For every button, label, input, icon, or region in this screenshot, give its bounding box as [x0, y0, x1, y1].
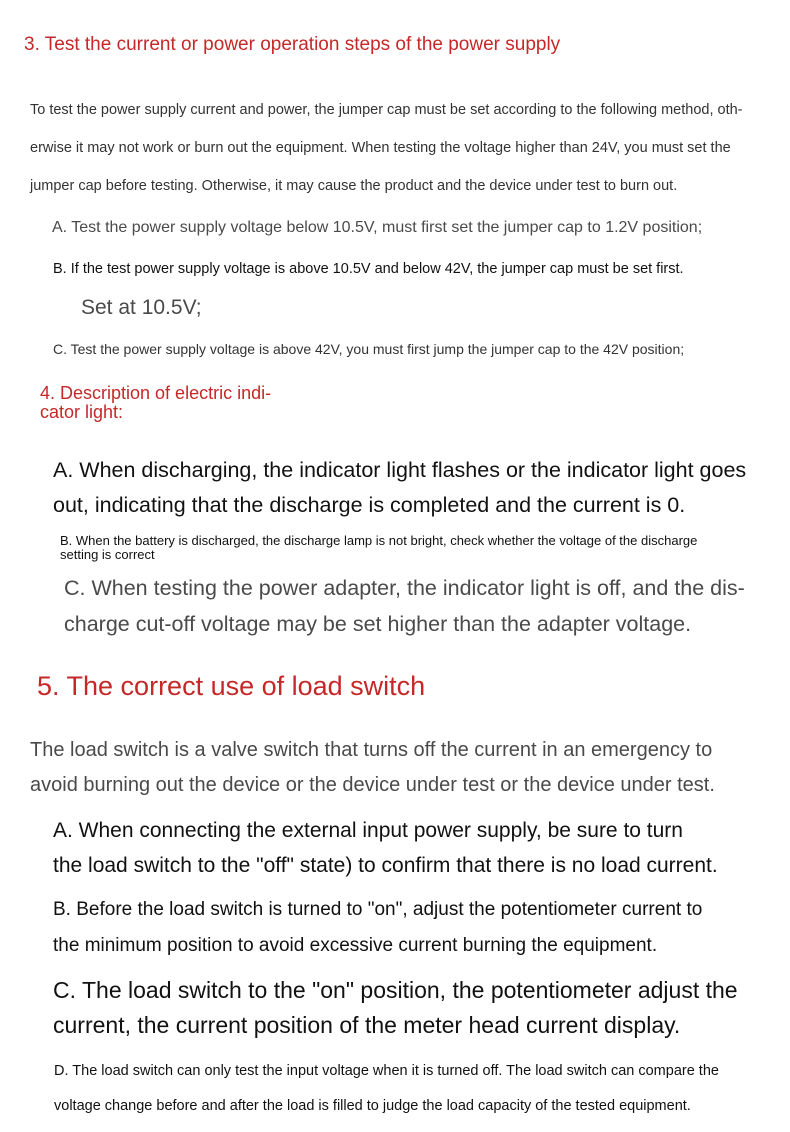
section-3-item-c: C. Test the power supply voltage is above 42V, you must first jump the jumper cap to the 42V position; [53, 341, 685, 357]
section-3-item-b-continued: Set at 10.5V; [81, 296, 202, 319]
section-5-item-c-line-2: current, the current position of the meter head current display. [53, 1012, 681, 1038]
section-4-heading-line-1: 4. Description of electric indi- [40, 383, 272, 403]
section-3-intro-line-2: erwise it may not work or burn out the equipment. When testing the voltage higher than 24V, you must set the [30, 140, 731, 156]
section-3-intro-line-3: jumper cap before testing. Otherwise, it may cause the product and the device under test to burn out. [30, 178, 678, 194]
section-3-item-b: B. If the test power supply voltage is above 10.5V and below 42V, the jumper cap must be set first. [53, 261, 684, 277]
section-4-heading-line-2: cator light: [40, 402, 124, 422]
section-5-item-a-line-1: A. When connecting the external input power supply, be sure to turn [53, 819, 683, 842]
section-4-item-b-line-1: B. When the battery is discharged, the discharge lamp is not bright, check whether the voltage of the discharge [60, 533, 698, 548]
section-4-item-a-line-2: out, indicating that the discharge is completed and the current is 0. [53, 493, 686, 517]
section-5-item-c-line-1: C. The load switch to the "on" position, the potentiometer adjust the [53, 977, 738, 1003]
section-5-item-d-line-1: D. The load switch can only test the input voltage when it is turned off. The load switch can compare the [54, 1063, 719, 1079]
section-4-item-c-line-2: charge cut-off voltage may be set higher than the adapter voltage. [64, 612, 692, 636]
clipped-top-text [85, 0, 645, 4]
section-4-item-b-line-2: setting is correct [60, 547, 155, 562]
section-5-item-a-line-2: the load switch to the "off" state) to confirm that there is no load current. [53, 854, 718, 877]
section-5-heading: 5. The correct use of load switch [37, 671, 426, 701]
section-3-intro-line-1: To test the power supply current and power, the jumper cap must be set according to the following method, oth- [30, 102, 743, 118]
section-3-heading: 3. Test the current or power operation steps of the power supply [24, 34, 561, 55]
section-3-item-a: A. Test the power supply voltage below 10.5V, must first set the jumper cap to 1.2V position; [52, 219, 703, 236]
section-5-item-d-line-2: voltage change before and after the load is filled to judge the load capacity of the tested equipment. [54, 1098, 691, 1114]
section-4-item-c-line-1: C. When testing the power adapter, the indicator light is off, and the dis- [64, 576, 745, 600]
section-4-heading [40, 384, 271, 422]
section-5-item-b-line-2: the minimum position to avoid excessive current burning the equipment. [53, 935, 658, 956]
section-5-intro-line-2: avoid burning out the device or the device under test or the device under test. [30, 774, 715, 796]
section-5-intro-line-1: The load switch is a valve switch that turns off the current in an emergency to [30, 739, 713, 761]
section-4-item-a-line-1: A. When discharging, the indicator light flashes or the indicator light goes [53, 458, 747, 482]
section-5-item-b-line-1: B. Before the load switch is turned to "on", adjust the potentiometer current to [53, 899, 703, 920]
